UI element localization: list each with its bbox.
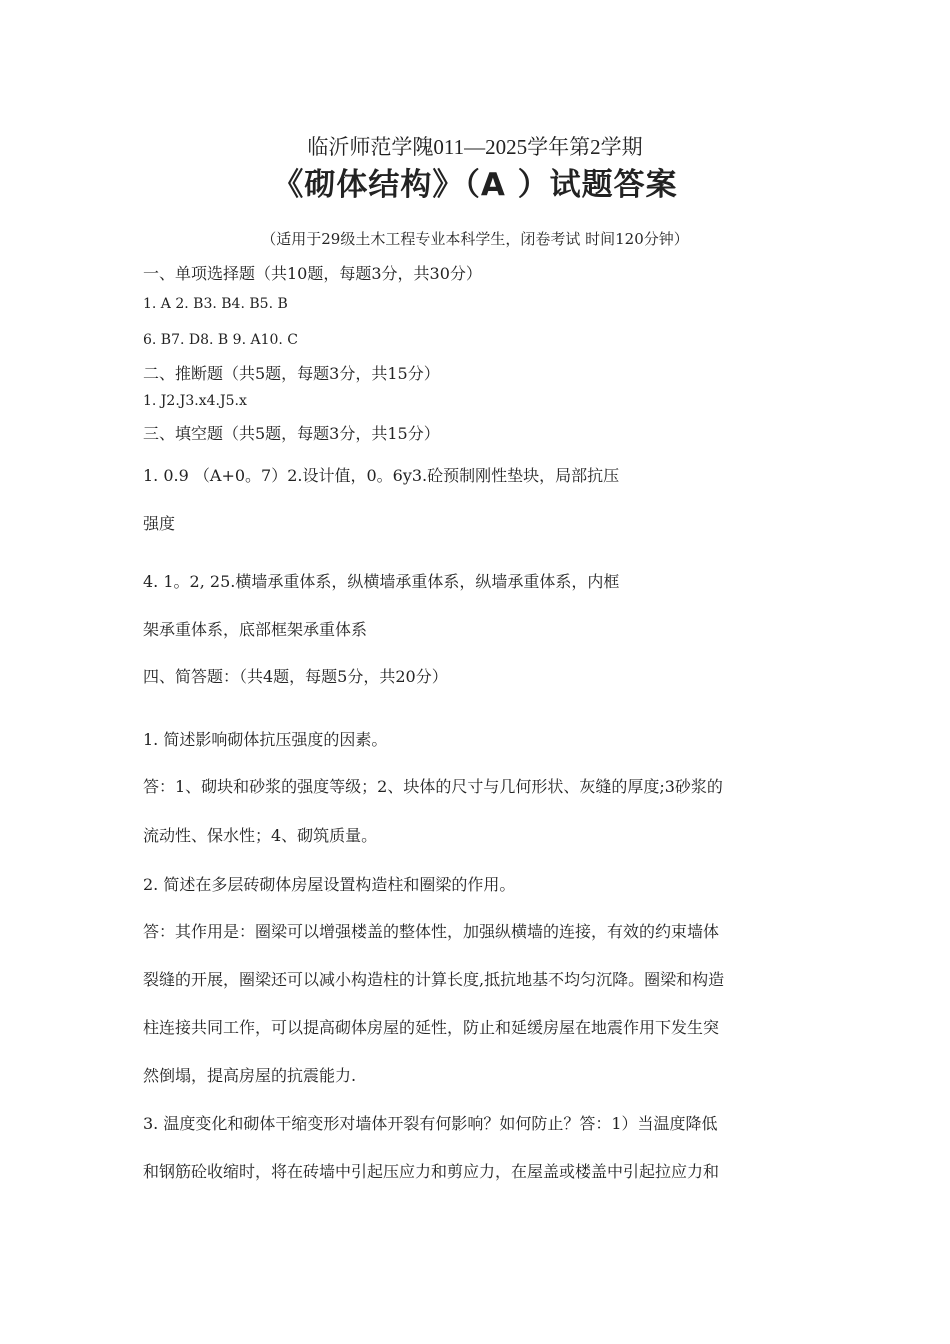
question-1: 1. 简述影响砌体抗压强度的因素。: [143, 730, 388, 749]
section-3-line-1: 1. 0.9 （A+0。7）2.设计值，0。6y3.砼预制刚性垫块，局部抗压: [143, 466, 620, 485]
section-heading-1: 一、单项选择题（共10题，每题3分，共30分）: [143, 264, 482, 283]
answer-2-line-1: 答：其作用是：圈梁可以增强楼盖的整体性，加强纵横墙的连接，有效的约束墙体: [143, 922, 720, 941]
question-2: 2. 简述在多层砖砌体房屋设置构造柱和圈梁的作用。: [143, 875, 516, 894]
answer-1-line-2: 流动性、保水性；4、砌筑质量。: [143, 826, 378, 845]
question-3-line-1: 3. 温度变化和砌体干缩变形对墙体开裂有何影响？如何防止？答：1）当温度降低: [143, 1114, 718, 1133]
section-2-answers-line-1: 1. J2.J3.x4.J5.x: [143, 393, 247, 409]
question-3-line-2: 和钢筋砼收缩时，将在砖墙中引起压应力和剪应力，在屋盖或楼盖中引起拉应力和: [143, 1162, 720, 1181]
section-heading-3: 三、填空题（共5题，每题3分，共15分）: [143, 424, 440, 443]
document-title: 《砌体结构》（A ）试题答案: [272, 167, 678, 203]
document-subtitle: （适用于29级土木工程专业本科学生，闭卷考试 时间120分钟）: [261, 230, 689, 248]
section-3-line-3: 4. 1。2, 25.横墙承重体系，纵横墙承重体系，纵墙承重体系，内框: [143, 572, 620, 591]
answer-1-line-1: 答：1、砌块和砂浆的强度等级；2、块体的尺寸与几何形状、灰缝的厚度;3砂浆的: [143, 777, 723, 796]
section-3-line-2: 强度: [143, 514, 176, 533]
section-1-answers-line-1: 1. A 2. B3. B4. B5. B: [143, 296, 288, 312]
section-1-answers-line-2: 6. B7. D8. B 9. A10. C: [143, 332, 299, 348]
section-3-line-4: 架承重体系，底部框架承重体系: [143, 620, 368, 639]
answer-2-line-3: 柱连接共同工作，可以提高砌体房屋的延性，防止和延缓房屋在地震作用下发生突: [143, 1018, 720, 1037]
section-heading-2: 二、推断题（共5题，每题3分，共15分）: [143, 364, 440, 383]
answer-2-line-4: 然倒塌，提高房屋的抗震能力.: [143, 1066, 357, 1085]
exam-header-line: 临沂师范学隗011—2025学年第2学期: [307, 135, 643, 159]
section-heading-4: 四、简答题：（共4题，每题5分，共20分）: [143, 667, 448, 686]
answer-2-line-2: 裂缝的开展，圈梁还可以减小构造柱的计算长度,抵抗地基不均匀沉降。圈梁和构造: [143, 970, 725, 989]
